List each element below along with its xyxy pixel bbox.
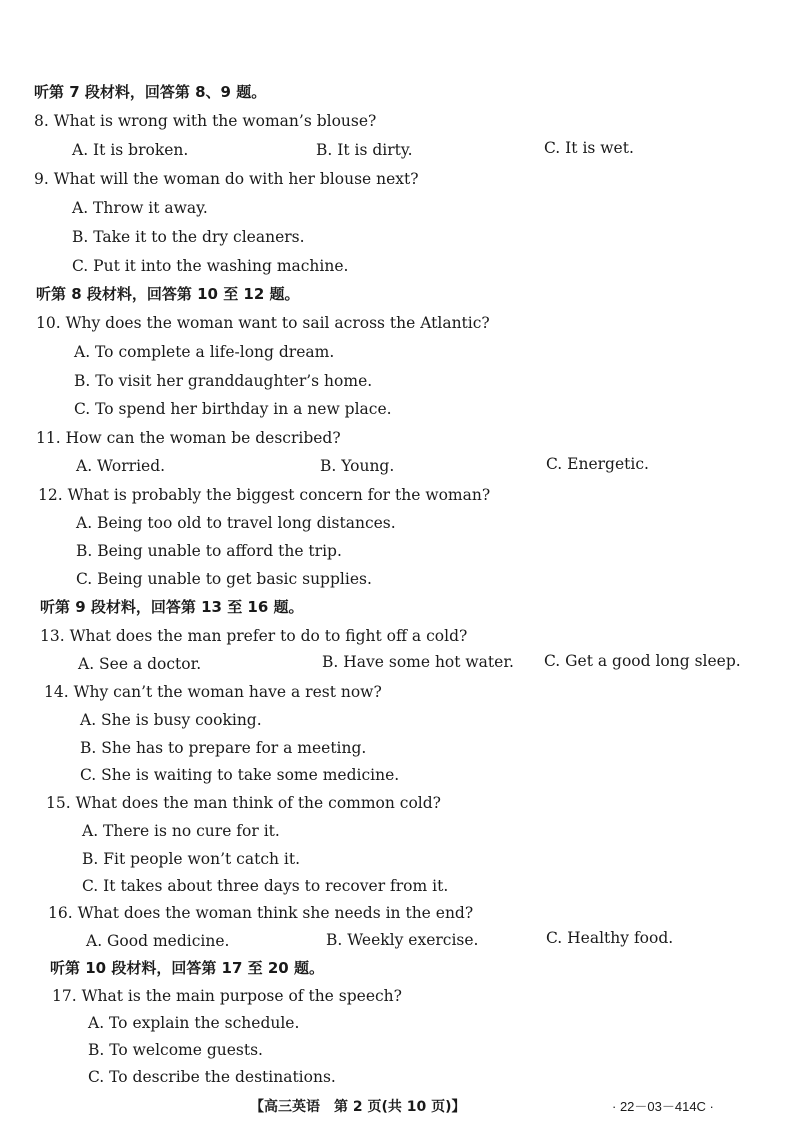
section-heading-9: 听第 9 段材料，回答第 13 至 16 题。 [40,598,304,616]
question-9-stem: 9. What will the woman do with her blouse next? [34,170,419,188]
question-16-option-a: A. Good medicine. [86,932,230,950]
page-footer: 【高三英语 第 2 页(共 10 页)】 [250,1099,466,1115]
question-10-option-c: C. To spend her birthday in a new place. [74,400,392,418]
question-10-option-a: A. To complete a life-long dream. [74,343,335,361]
section-heading-10: 听第 10 段材料，回答第 17 至 20 题。 [50,959,324,977]
question-15-option-b: B. Fit people won’t catch it. [82,850,301,868]
question-11-stem: 11. How can the woman be described? [36,429,341,447]
question-10-option-b: B. To visit her granddaughter’s home. [74,372,373,390]
question-15-option-a: A. There is no cure for it. [82,822,280,840]
question-11-option-b: B. Young. [320,457,395,475]
question-10-stem: 10. Why does the woman want to sail across the Atlantic? [36,314,490,332]
question-12-option-c: C. Being unable to get basic supplies. [76,570,372,588]
question-9-option-b: B. Take it to the dry cleaners. [72,228,305,246]
question-14-option-c: C. She is waiting to take some medicine. [80,766,400,784]
question-8-option-a: A. It is broken. [72,141,189,159]
question-8-option-c: C. It is wet. [544,139,634,157]
question-12-stem: 12. What is probably the biggest concern for the woman? [38,486,491,504]
question-17-option-c: C. To describe the destinations. [88,1068,336,1086]
question-17-option-b: B. To welcome guests. [88,1041,263,1059]
question-11-option-c: C. Energetic. [546,455,649,473]
question-14-option-b: B. She has to prepare for a meeting. [80,739,367,757]
question-15-stem: 15. What does the man think of the common cold? [46,794,441,812]
section-heading-7: 听第 7 段材料，回答第 8、9 题。 [34,83,267,101]
question-9-option-a: A. Throw it away. [72,199,208,217]
question-16-stem: 16. What does the woman think she needs in the end? [48,904,474,922]
question-14-stem: 14. Why can’t the woman have a rest now? [44,683,382,701]
question-13-option-b: B. Have some hot water. [322,653,514,671]
section-heading-8: 听第 8 段材料，回答第 10 至 12 题。 [36,285,300,303]
exam-code: · 22－03－414C · [612,1099,714,1114]
question-12-option-b: B. Being unable to afford the trip. [76,542,342,560]
question-16-option-b: B. Weekly exercise. [326,931,479,949]
question-14-option-a: A. She is busy cooking. [80,711,262,729]
question-13-stem: 13. What does the man prefer to do to fight off a cold? [40,627,468,645]
question-15-option-c: C. It takes about three days to recover from it. [82,877,449,895]
question-16-option-c: C. Healthy food. [546,929,674,947]
question-9-option-c: C. Put it into the washing machine. [72,257,349,275]
question-13-option-c: C. Get a good long sleep. [544,652,741,670]
question-13-option-a: A. See a doctor. [78,655,202,673]
question-11-option-a: A. Worried. [76,457,166,475]
question-17-stem: 17. What is the main purpose of the speech? [52,987,402,1005]
question-12-option-a: A. Being too old to travel long distances. [76,514,396,532]
question-8-stem: 8. What is wrong with the woman’s blouse? [34,112,377,130]
question-17-option-a: A. To explain the schedule. [88,1014,300,1032]
question-8-option-b: B. It is dirty. [316,141,413,159]
